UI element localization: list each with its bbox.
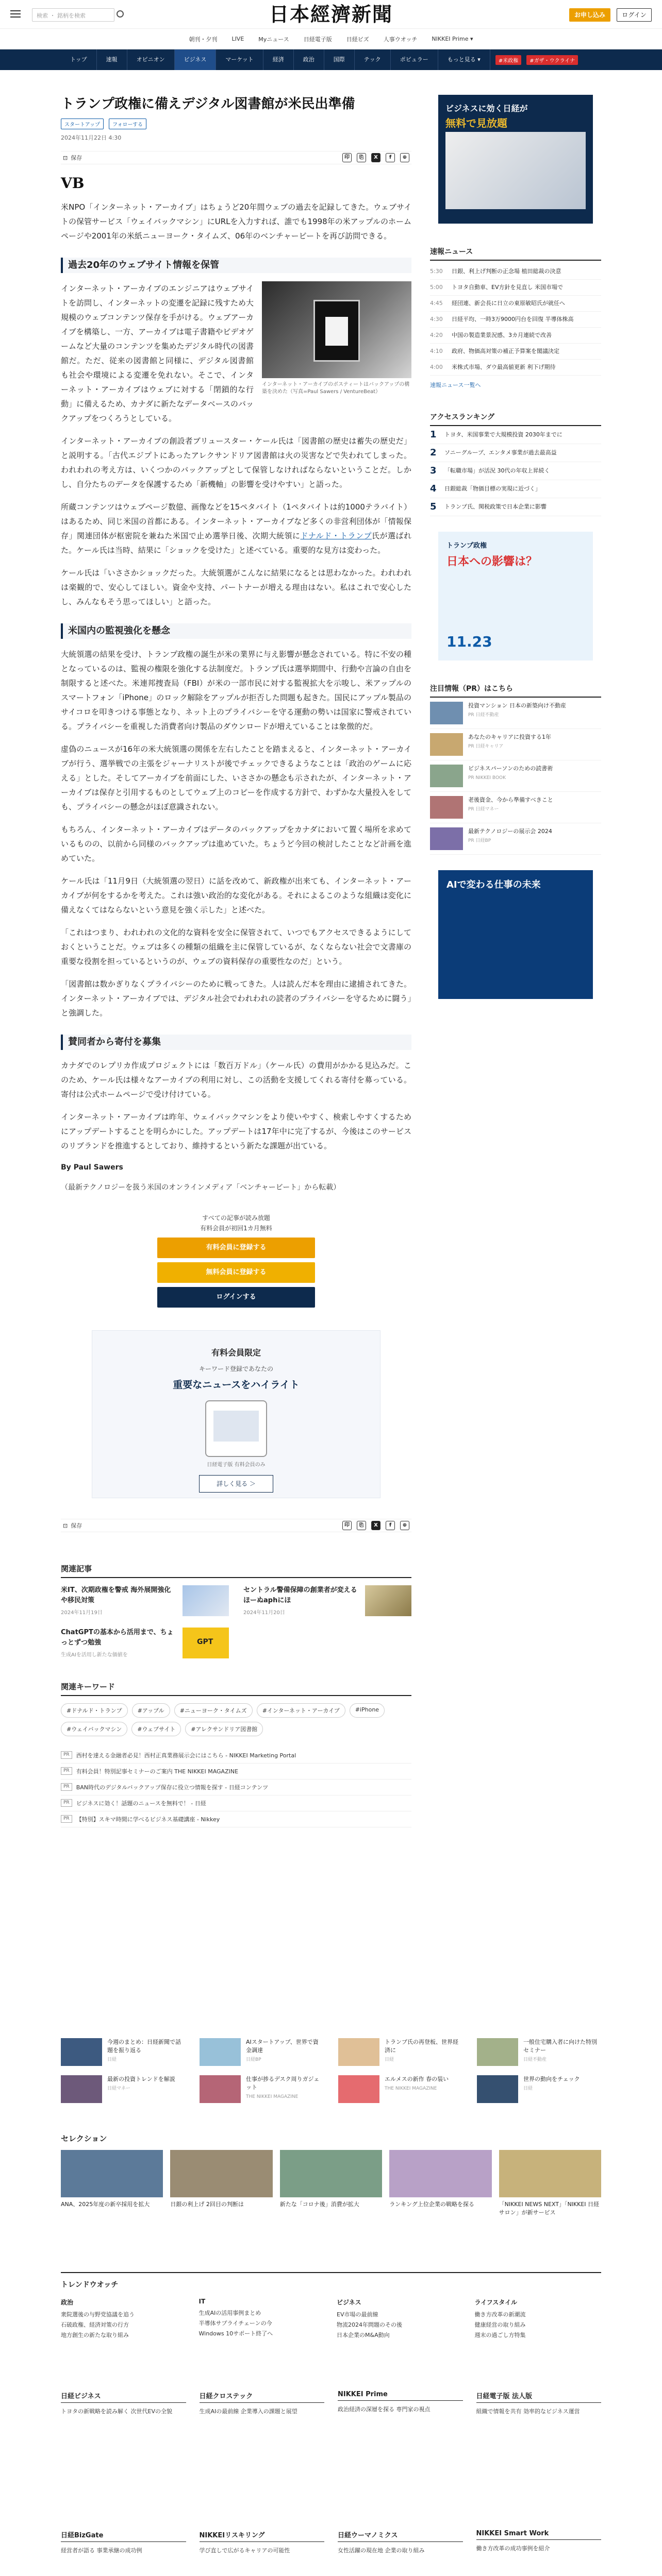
facebook-share-icon[interactable]: f [386,153,395,162]
subnav-item[interactable]: NIKKEI Prime ▾ [432,36,473,42]
nav-badge[interactable]: #米政権 [495,55,521,65]
paywall-text: 有料会員が初回1カ月無料 [200,1225,272,1232]
trend-link[interactable]: 衆院選後の与野党協議を追う [61,2311,135,2318]
trend-column [337,2298,464,2341]
keyword-chip[interactable]: #ウェブサイト [131,1722,181,1736]
pr-link-text: 西村を達える金融者必見！西村正真業務展示会にはこちら - NIKKEI Marketing Portal [76,1752,296,1759]
pr-band-item[interactable] [200,2075,324,2103]
nav-item[interactable]: オピニオン [127,49,175,70]
author-byline: By Paul Sawers [61,1163,123,1172]
related-text: 米IT、次期政権を警戒 海外展開強化や移民対策 [61,1586,171,1604]
trend-column [61,2298,188,2341]
band-text: 仕事が捗るデスク周りガジェット [246,2076,320,2091]
pr-link[interactable] [61,1811,411,1827]
pr-text: 最新テクノロジーの展示会 2024 [468,828,552,835]
section-heading: 過去20年のウェブサイト情報を保管 [61,258,411,273]
selection-item[interactable] [61,2150,163,2217]
band-thumbnail [338,2038,379,2066]
ranking-item[interactable] [430,498,601,516]
media-title: 日経ビジネス [61,2391,186,2403]
bookmark-icon: ⊡ [63,1522,68,1529]
band-text: エルメスの新作 春の装い [385,2076,449,2082]
selection-title: セレクション [61,2134,107,2143]
search-input[interactable]: 検索 ・ 銘柄を検索 [32,8,114,22]
paragraph: ケール氏は「いささかショックだった。大統領選がこんなに結果になるとは思わなかった。われわれは楽観的で、安心してほしい。資金や支持、パートナーが増える理由はない。私はこれで安心したし、みんなもそう思ってほしい」と語った。 [61,568,411,606]
bookmark-icon: ⊡ [63,154,68,161]
pr-link[interactable] [61,1780,411,1795]
news-text: 日経平均、一時3万9000円台を回復 半導体株高 [452,316,574,323]
media-column[interactable] [476,2530,602,2555]
copy-link-icon[interactable]: ⎘ [357,1521,366,1530]
keyword-chip[interactable]: #iPhone [350,1703,385,1718]
keywords-title: 関連キーワード [61,1681,411,1696]
selection-section [0,2133,662,2217]
paragraph: ケール氏は「11月9日（大統領選の翌日）に話を改めて、新政権が出来ても、インターネット・アーカイブが何をするかを考えた。これは強い政治的な変化がある。それによるこのような組織は変化に備えなくてはならないという意見を強く示した」と述べた。 [61,876,411,914]
print-icon[interactable]: 印 [342,1521,352,1530]
ranking-item[interactable] [430,480,601,498]
band-source: THE NIKKEI MAGAZINE [246,2094,299,2099]
print-icon[interactable]: 印 [342,153,352,162]
trend-column [475,2298,602,2341]
pr-band [0,2038,662,2103]
pr-title: 注目情報（PR）はこちら [430,683,601,698]
paragraph: インターネット・アーカイブは昨年、ウェイバックマシンをより使いやすく、検索しやすくするためにアップデートすることを明らかにした。アップデートは17年中に完了するが、今後はこのサービスのリブランドを推進するとしており、維持するという新たな課題が出ている。 [61,1112,411,1150]
related-thumbnail[interactable] [183,1585,229,1616]
top-header [0,0,662,29]
media-text: トヨタの新戦略を読み解く 次世代EVの全貌 [61,2408,172,2415]
news-item[interactable] [430,296,601,312]
pr-label: PR [61,1767,72,1775]
save-button[interactable] [63,154,82,162]
news-time: 4:10 [430,348,443,354]
media-title: 日経電子版 法人版 [476,2391,602,2403]
article-headline: トランプ政権に備えデジタル図書館が米民出準備 [61,96,355,112]
selection-thumbnail [61,2150,163,2197]
source-note: （最新テクノロジーを扱う米国のオンラインメディア「ベンチャービート」から転載） [61,1183,341,1192]
paragraph: 大統領選の結果を受け、トランプ政権の誕生が米の業界に与え影響が懸念されている。特に不安の種となっているのは、監視の権限を強化する法制度だ。トランプ氏は選挙期間中、行動や言論の自由を制限すると述べた。米連邦捜査局（FBI）が米の一部市民に対する監視拡大を示唆し、米アップルのスマートフォン「iPhone」のロック解除をアップルが拒否した問題も起きた。国民にアップル製品のサイコロを叩きつける事態となり、ネット上のプライバシーを守る運動の勢いは国家に警戒されている。プライバシーを重視した消費者向け製品のダウンロードが増えていることは象徴的だ。 [61,650,411,731]
sub-navigation [0,29,662,49]
pr-source: PR 日経キャリア [468,744,504,749]
source-logo: VB [61,175,85,192]
pr-label: PR [61,1815,72,1823]
ranking-item[interactable] [430,444,601,462]
phone-illustration [205,1400,267,1457]
ad-banner[interactable] [438,95,593,224]
news-text: 中国の製造業景況感、3カ月連続で改善 [452,332,552,338]
trend-link[interactable]: 働き方改革の新潮流 [474,2311,526,2318]
media-section [0,2391,662,2555]
media-title: 日経クロステック [200,2391,325,2403]
article-lead: 米NPO「インターネット・アーカイブ」はちょうど20年間ウェブの過去を記録してきた。ウェブサイトの保管サービス「ウェイバックマシン」にURLを入力すれば、誰でも1998年の米アップルのホームページや2001年の米紙ニューヨーク・タイムズ、06年のベンチャービートを再び訪問できる。 [61,202,412,241]
selection-text: 「NIKKEI NEWS NEXT」「NIKKEI 日経サロン」が新サービス [499,2201,600,2216]
rank-text: 日銀総裁「物価目標の実現に近づく」 [444,485,541,492]
nav-item-more[interactable]: もっと見る ▾ [438,49,490,70]
person-link[interactable]: ドナルド・トランプ [300,531,372,540]
rank-number: 2 [430,447,437,458]
subnav-item[interactable]: 朝刊・夕刊 [189,36,218,43]
media-text: 生成AIの最前線 企業導入の課題と展望 [199,2408,297,2415]
related-title: 関連記事 [61,1563,411,1578]
pr-text: 老後資金、今から準備すべきこと [468,796,553,803]
band-thumbnail [338,2075,379,2103]
band-text: 最新の投資トレンドを解説 [107,2076,175,2082]
pr-item[interactable] [430,823,601,855]
news-item[interactable] [430,264,601,280]
pr-band-item[interactable] [338,2075,462,2103]
band-source: 日経 [385,2057,394,2062]
trend-link[interactable]: 生成AIの活用事例まとめ [198,2310,261,2316]
follow-button[interactable]: フォローする [109,118,146,129]
site-logo[interactable]: 日本經濟新聞 [269,3,393,26]
news-more-link[interactable]: 速報ニュース一覧へ [430,382,481,388]
rank-text: ソニーグループ、エンタメ事業が過去最高益 [444,449,557,456]
paragraph: カナダでのレプリカ作成プロジェクトには「数百万ドル」（ケール氏）の費用がかかる見込みだ。このため、ケール氏は様々なアーカイブの利用に対し、この活動を支援してくれる寄付を募っている。寄付は公式ホームページで受け付けている。 [61,1061,411,1099]
media-text: 学び直しで広がるキャリアの可能性 [199,2547,290,2554]
media-text: 働き方改革の成功事例を紹介 [476,2545,550,2552]
sidebar [430,95,601,999]
subscribe-button[interactable]: 有料会員に登録する [157,1238,315,1258]
section-heading: 賛同者から寄付を募集 [61,1035,411,1050]
selection-text: 新たな「コロナ後」消費が拡大 [279,2201,359,2208]
related-date: 2024年11月20日 [243,1610,285,1616]
promo-caption: 日経電子版 有料会員のみ [207,1462,266,1468]
band-text: 世界の動向をチェック [523,2076,580,2082]
band-thumbnail [200,2038,241,2066]
facebook-share-icon[interactable]: f [386,1521,395,1530]
pr-band-item[interactable] [61,2038,185,2066]
x-share-icon[interactable]: X [371,153,380,162]
selection-item[interactable] [170,2150,272,2217]
search-icon[interactable] [117,10,124,18]
pr-link-text: ビジネスに効く！話題のニュースを無料で！ - 日経 [76,1800,206,1807]
promo-details-button[interactable]: 詳しく見る ＞ [199,1475,273,1493]
ranking-title: アクセスランキング [430,412,601,426]
related-text: ChatGPTの基本から活用まで、ちょっとずつ勉強 [61,1629,174,1647]
pr-link-text: BAN時代のデジタルバックアップ保存に役立つ情報を探す - 日経コンテンツ [76,1784,269,1791]
x-share-icon[interactable]: X [371,1521,380,1530]
subnav-item[interactable]: LIVE [231,36,244,42]
ad-image [445,132,586,209]
paragraph-text: 氏が選ばれた。ケール氏は当時、結果に「ショックを受けた」と述べている。重要的な見方は変わった。 [61,531,411,555]
related-date: 生成AIを活用し新たな価値を [61,1652,128,1658]
rank-text: トランプ氏、関税政策で日本企業に影響 [444,503,547,510]
trend-link[interactable]: Windows 10サポート終了へ [198,2330,273,2337]
band-text: AIスタートアップ、世界で資金調達 [246,2039,319,2054]
trend-link[interactable]: 石破政権、経済対策の行方 [61,2321,129,2328]
news-time: 4:45 [430,300,443,307]
pr-source: PR 日経BP [468,838,491,843]
paragraph: 「これはつまり、われわれの文化的な資料を安全に保管されて、いつでもアクセスできるようにしておくということだ。ウェブは多くの種類の組織を主に保管しているが、なくならない社会で文書庫の重要な役割を担っているというのが、ウェブの資料保存の重要性なのだ」という。 [61,928,411,966]
article-date: 2024年11月22日 4:30 [61,134,122,141]
save-button[interactable] [63,1521,82,1530]
band-thumbnail [477,2038,518,2066]
band-thumbnail [477,2075,518,2103]
news-item[interactable] [430,312,601,328]
related-date: 2024年11月19日 [61,1610,103,1616]
subnav-item[interactable]: 日経電子版 [303,36,332,43]
ad-banner-ai[interactable] [438,870,593,999]
ad-date: 11.23 [446,633,492,650]
news-text: 米株式市場、ダウ最高値更新 利下げ期待 [452,364,556,370]
trend-column-title: 政治 [61,2299,74,2306]
news-item[interactable] [430,328,601,344]
paragraph: 虚偽のニュースが16年の米大統領選の関係を左右したことを踏まえると、インターネット・アーカイブが行う、選挙戦での主張をジャーナリストが後でチェックできるようなことは「政治のゲームに応える」とした。そしてアーカイブを前面にした、いささかの懸念も示されたが、インターネット・アーカイブは保存と引用するものとしてウェブ上のコピーを作成する方針で、わずかな大量投入をしても、プライバシーの懸念がほぼ意識されない。 [61,744,411,811]
news-text: 日銀、利上げ判断の正念場 植田総裁の決意 [452,268,561,275]
rank-number: 4 [430,483,437,494]
nav-item[interactable]: テック [355,49,391,70]
band-text: 一般住宅購入者に向けた特別セミナー [523,2039,597,2054]
nav-item[interactable]: 速報 [97,49,127,70]
pr-link[interactable] [61,1748,411,1764]
pr-link[interactable] [61,1795,411,1811]
keyword-chip[interactable]: #アップル [132,1703,170,1718]
band-source: THE NIKKEI MAGAZINE [385,2086,437,2091]
pr-band-item[interactable] [200,2038,324,2066]
news-time: 4:00 [430,364,443,370]
rank-number: 5 [430,501,437,512]
promo-highlight: 重要なニュースをハイライト [173,1379,300,1391]
related-thumbnail[interactable] [183,1628,229,1658]
trend-column-title: ビジネス [337,2299,361,2306]
band-thumbnail [200,2075,241,2103]
nav-item[interactable]: ポピュラー [391,49,438,70]
band-source: 日経マネー [107,2086,131,2091]
ad-title: トランプ政権 [446,542,487,550]
band-text: トランプ氏の再登板、世界経済に [385,2039,458,2054]
trend-link[interactable]: EV市場の最前線 [337,2311,378,2318]
trend-link[interactable]: 日本企業のM&A動向 [337,2332,390,2338]
pr-band-item[interactable] [477,2038,601,2066]
nav-item[interactable]: マーケット [216,49,263,70]
trend-link[interactable]: 半導体サプライチェーンの今 [198,2320,272,2327]
pr-band-item[interactable] [477,2075,601,2103]
media-column[interactable] [476,2391,602,2416]
copy-link-icon[interactable]: ⎘ [357,153,366,162]
selection-text: ANA、2025年度の新卒採用を拡大 [61,2201,150,2208]
band-source: 日経不動産 [523,2057,547,2062]
selection-thumbnail [280,2150,382,2197]
selection-item[interactable] [499,2150,601,2217]
media-column[interactable] [200,2530,325,2555]
subnav-item[interactable]: 日経ビズ [346,36,369,43]
trend-link[interactable]: 健康経営の取り組み [474,2321,526,2328]
pr-link-text: 【特別】スキマ時間に学べるビジネス基礎講座 - Nikkey [76,1816,220,1823]
news-title: 速報ニュース [430,246,601,261]
news-item[interactable] [430,360,601,376]
trend-column-title: IT [198,2298,206,2305]
selection-thumbnail [499,2150,601,2197]
band-source: 日経 [523,2086,533,2091]
save-label: 保存 [71,1522,82,1529]
trend-link[interactable]: 週末の過ごし方特集 [474,2332,526,2338]
paywall-login-button[interactable]: ログインする [157,1287,315,1308]
more-share-icon[interactable]: ⊕ [400,1521,409,1530]
pr-text: 投資マンション 日本の新築向け不動産 [468,702,567,709]
menu-icon[interactable] [10,10,21,18]
band-text: 今週のまとめ：日経新聞で話題を振り返る [107,2039,181,2054]
keyword-chip[interactable]: #アレクサンドリア図書館 [185,1722,263,1736]
media-column[interactable] [61,2530,186,2555]
promo-subtitle: キーワード登録であなたの [198,1365,273,1372]
pr-link-text: 有料会員！特別記事セミナーのご案内 THE NIKKEI MAGAZINE [76,1768,239,1775]
rank-number: 3 [430,465,437,476]
nav-item[interactable]: 国際 [324,49,355,70]
paywall-text: すべての記事が読み放題 [202,1214,270,1222]
news-item[interactable] [430,280,601,296]
pr-item[interactable] [430,792,601,823]
promo-title: 有料会員限定 [211,1348,261,1358]
article-photo[interactable] [262,281,411,378]
media-column[interactable] [338,2530,463,2555]
pr-thumbnail [430,765,463,787]
media-title: NIKKEIリスキリング [200,2530,325,2542]
pr-thumbnail [430,733,463,756]
band-source: 日経 [107,2057,117,2062]
pr-link[interactable] [61,1764,411,1780]
article-toolbar [61,151,411,164]
keyword-chip[interactable]: #ウェイバックマシン [61,1722,127,1736]
news-text: 政府、物価高対策の補正予算案を閣議決定 [452,348,559,354]
news-time: 5:00 [430,284,443,291]
media-text: 経営者が語る 事業承継の成功例 [61,2547,142,2554]
media-title: NIKKEI Smart Work [476,2530,602,2540]
pr-band-item[interactable] [338,2038,462,2066]
nav-item[interactable]: 経済 [263,49,294,70]
related-thumbnail[interactable] [365,1585,411,1616]
keyword-chip[interactable]: #ドナルド・トランプ [61,1703,128,1718]
pr-item[interactable] [430,760,601,792]
pr-source: PR NIKKEI BOOK [468,775,506,781]
news-time: 4:20 [430,332,443,338]
topic-tag[interactable]: スタートアップ [61,118,104,129]
trend-section [0,2272,662,2341]
news-text: トヨタ自動車、EV方針を見直し 米国市場で [452,284,563,291]
selection-thumbnail [170,2150,272,2197]
pr-text: ビジネスパーソンのための読書術 [468,765,553,772]
main-navigation [0,49,662,70]
pr-label: PR [61,1751,72,1759]
ad-title: AIで変わる仕事の未来 [446,879,541,890]
media-title: 日経ウーマノミクス [338,2530,463,2542]
ad-subtitle: 無料で見放題 [445,117,507,129]
pr-source: PR 日経不動産 [468,713,499,718]
pr-item[interactable] [430,729,601,760]
pr-item[interactable] [430,698,601,729]
more-share-icon[interactable]: ⊕ [400,153,409,162]
rank-number: 1 [430,429,437,440]
media-text: 女性活躍の現在地 企業の取り組み [338,2547,425,2554]
selection-text: 日銀の利上げ 2回目の判断は [170,2201,244,2208]
paragraph: インターネット・アーカイブのエンジニアはウェブサイトを訪問し、インターネットの変遷を記録に残すため大規模のウェブコンテンツ保存を手がける。ウェブアーカイブを構築し、一方、アーカイブは電子書籍やビデオゲームなど大量のコンテンツを集めたデジタル時代の図書館だ。ただ、従来の図書館と同様に、デジタル図書館も社会や環境による変遷を免れない。そこで、インターネット・アーカイブはウェブに対する「閉鎖的な行動」に備えるため、カナダに新たなデータベースのバックアップをつくろうとしている。 [61,284,254,423]
save-label: 保存 [71,155,82,161]
trend-link[interactable]: 地方創生の新たな取り組み [61,2332,129,2338]
media-column[interactable] [338,2391,463,2416]
ad-subtitle: 日本への影響は？ [446,555,538,568]
pr-label: PR [61,1799,72,1807]
selection-text: ランキング上位企業の戦略を探る [389,2201,474,2208]
nav-item-business[interactable]: ビジネス [175,49,217,70]
media-text: 組織で情報を共有 効率的なビジネス運営 [476,2408,580,2415]
pr-band-item[interactable] [61,2075,185,2103]
paywall [61,1213,411,1308]
ranking-item[interactable] [430,426,601,444]
media-column[interactable] [200,2391,325,2416]
media-column[interactable] [61,2391,186,2416]
free-register-button[interactable]: 無料会員に登録する [157,1262,315,1283]
media-text: 政治経済の深層を探る 専門家の視点 [338,2406,431,2413]
related-text: セントラル警備保障の創業者が変えるほーぬaphにほ [243,1586,357,1604]
band-thumbnail [61,2038,102,2066]
pr-thumbnail [430,827,463,850]
article [61,95,411,1827]
selection-thumbnail [389,2150,491,2197]
member-promo [92,1330,380,1498]
article-toolbar-bottom [61,1519,411,1532]
subnav-item[interactable]: Myニュース [258,36,289,43]
paragraph [61,500,411,557]
apply-button[interactable]: お申し込み [569,8,610,22]
paragraph-text: 所蔵コンテンツはウェブページ数億、画像などを15ペタバイト（1ペタバイトは約1000テラバイト）はあるため、同じ米国の首都にある。インターネット・アーカイブなど多くの非営利団体が「情報保存」関連団体が枢密院を兼ねた米国で止め選挙日後、次期大統領に [61,502,411,540]
paragraph: もちろん、インターネット・アーカイブはデータのバックアップをカナダにおいて置く場所を求めているものの、以前から同様のバックアップは進めていた。ちょうど今回の検討したことなど計画を進めていた。 [61,825,411,863]
ranking-item[interactable] [430,462,601,480]
photo-caption: インターネット・アーカイブのボスティートはバックアップの構築を決めた（写真=Paul Sawers / VentureBeat） [262,382,410,395]
article-figure[interactable] [262,281,411,426]
ad-title: ビジネスに効く日経が [445,104,528,113]
keyword-chip[interactable]: #ニューヨーク・タイムズ [174,1703,253,1718]
band-thumbnail [61,2075,102,2103]
section-heading: 米国内の監視強化を懸念 [61,623,411,639]
related-article[interactable] [61,1585,229,1618]
rank-text: トヨタ、米国事業で大規模投資 2030年までに [444,431,562,438]
pr-source: PR 日経マネー [468,807,499,812]
related-article[interactable] [61,1628,229,1660]
ad-banner-event[interactable] [438,532,593,660]
news-time: 5:30 [430,268,443,275]
selection-item[interactable] [389,2150,491,2217]
media-title: 日経BizGate [61,2530,186,2542]
trend-link[interactable]: 物流2024年問題のその後 [337,2321,402,2328]
pr-thumbnail [430,796,463,819]
selection-item[interactable] [280,2150,382,2217]
news-time: 4:30 [430,316,443,323]
pr-label: PR [61,1783,72,1791]
nav-item[interactable]: 政治 [294,49,324,70]
news-item[interactable] [430,344,601,360]
subnav-item[interactable]: 人事ウオッチ [383,36,418,43]
band-source: 日経BP [246,2057,261,2062]
pr-thumbnail [430,702,463,724]
nav-item[interactable]: トップ [61,49,97,70]
media-title: NIKKEI Prime [338,2391,463,2401]
news-text: 経団連、新会長に日立の東原敏昭氏が就任へ [452,300,565,307]
trend-column-title: ライフスタイル [474,2299,518,2306]
login-button[interactable]: ログイン [617,8,652,22]
nav-badge[interactable]: #ガザ・ウクライナ [526,55,578,65]
paragraph: 「図書館は数かぎりなくプライバシーのために戦ってきた。人は読んだ本を理由に逮捕されてきた。インターネット・アーカイブでは、デジタル社会でわれわれの読者のプライバシーを守るために闘う」と強調した。 [61,979,411,1018]
paragraph: インターネット・アーカイブの創設者ブリュースター・ケール氏は「図書館の歴史は蓄失の歴史だ」と説明する。「古代エジプトにあったアレクサンドリア図書館は火の災害などで失われてしまった。われわれの考え方は、いくつかのバックアップとして保管しなければならないということだ。しかし、自分たちのデータを保護するため「新機軸」の影響を受けやすい」と語った。 [61,436,411,489]
trend-title: トレンドウオッチ [61,2281,119,2289]
pr-links [61,1748,411,1827]
pr-text: あなたのキャリアに投資する1年 [468,734,551,740]
keyword-chip[interactable]: #インターネット・アーカイブ [257,1703,345,1718]
trend-column [199,2298,326,2341]
rank-text: 「転職市場」が活況 30代の年収上昇続く [444,467,550,474]
related-article[interactable] [243,1585,411,1618]
